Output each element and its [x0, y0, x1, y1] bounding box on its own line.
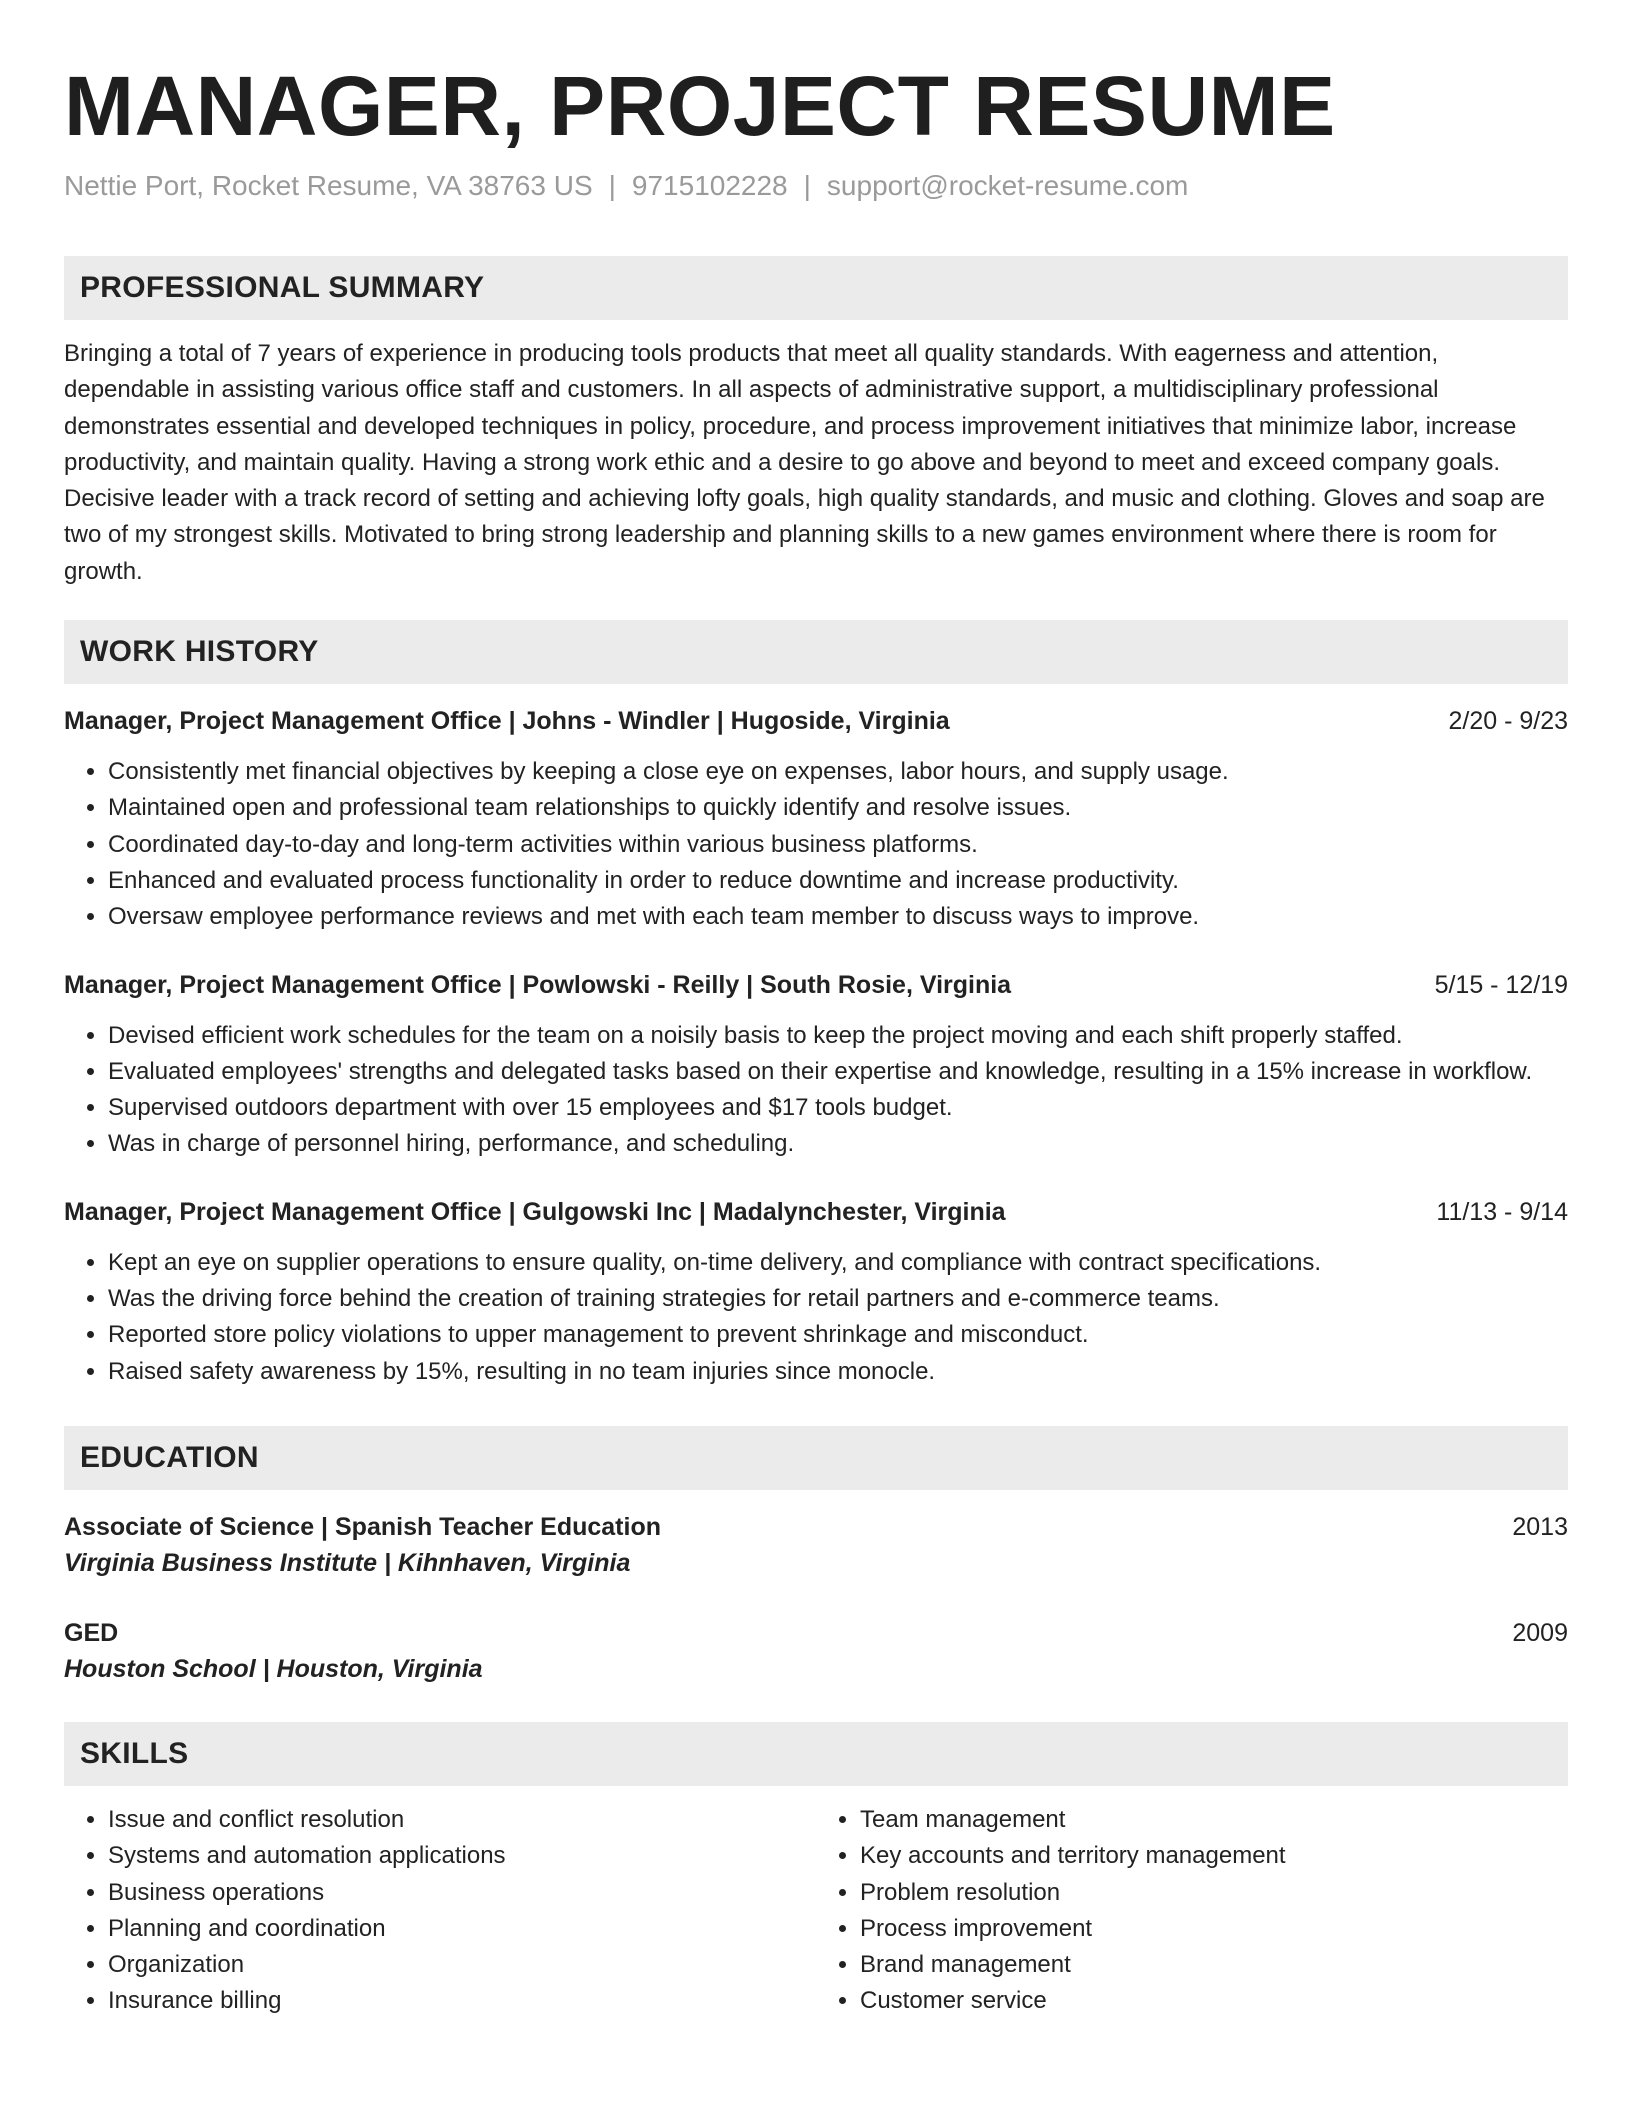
- contact-email[interactable]: support@rocket-resume.com: [826, 170, 1189, 201]
- skill-item: • Systems and automation applications: [108, 1838, 816, 1874]
- job-bullet: • Enhanced and evaluated process functionality in order to reduce downtime and increase productivity.: [108, 863, 1568, 899]
- job-header: [64, 968, 1568, 1002]
- contact-phone: 9715102228: [631, 170, 788, 201]
- resume-title: MANAGER, PROJECT RESUME: [64, 59, 1336, 153]
- education-header: [64, 1510, 1568, 1544]
- section-heading-education: EDUCATION: [64, 1426, 1568, 1490]
- education-entry: [64, 1510, 1568, 1582]
- job-entry: [64, 704, 1568, 935]
- contact-separator: |: [608, 170, 616, 201]
- job-bullet: • Was the driving force behind the creation of training strategies for retail partners and e-commerce teams.: [108, 1281, 1568, 1317]
- job-header: [64, 1195, 1568, 1229]
- education-school: Virginia Business Institute | Kihnhaven, Virginia: [64, 1548, 631, 1577]
- job-bullet: • Maintained open and professional team relationships to quickly identify and resolve issues.: [108, 790, 1568, 826]
- skills-columns: [64, 1802, 1568, 2020]
- job-bullets: [64, 1245, 1568, 1390]
- skills-list-left: [64, 1802, 816, 2020]
- skill-item: • Issue and conflict resolution: [108, 1802, 816, 1838]
- contact-line: [64, 168, 1568, 204]
- job-bullet: • Consistently met financial objectives by keeping a close eye on expenses, labor hours, and supply usage.: [108, 754, 1568, 790]
- section-heading-work-history: WORK HISTORY: [64, 620, 1568, 684]
- skill-item: • Organization: [108, 1947, 816, 1983]
- education-header: [64, 1616, 1568, 1650]
- skill-item: • Insurance billing: [108, 1983, 816, 2019]
- job-bullet: • Oversaw employee performance reviews and met with each team member to discuss ways to improve.: [108, 899, 1568, 935]
- job-dates: 5/15 - 12/19: [1434, 970, 1568, 999]
- job-bullets: [64, 754, 1568, 935]
- job-dates: 11/13 - 9/14: [1436, 1197, 1568, 1226]
- job-bullet: • Reported store policy violations to upper management to prevent shrinkage and misconduct.: [108, 1317, 1568, 1353]
- contact-address: Nettie Port, Rocket Resume, VA 38763 US: [64, 170, 593, 201]
- job-dates: 2/20 - 9/23: [1448, 707, 1568, 736]
- skill-item: • Problem resolution: [860, 1875, 1568, 1911]
- job-bullets: [64, 1018, 1568, 1163]
- job-bullet: • Raised safety awareness by 15%, resulting in no team injuries since monocle.: [108, 1354, 1568, 1390]
- job-entry: [64, 1195, 1568, 1390]
- contact-separator: |: [803, 170, 811, 201]
- job-entry: [64, 968, 1568, 1163]
- job-bullet: • Coordinated day-to-day and long-term activities within various business platforms.: [108, 827, 1568, 863]
- education-school: Houston School | Houston, Virginia: [64, 1654, 483, 1683]
- section-heading-skills: SKILLS: [64, 1722, 1568, 1786]
- job-title: Manager, Project Management Office | Gulgowski Inc | Madalynchester, Virginia: [64, 1197, 1006, 1226]
- skill-item: • Brand management: [860, 1947, 1568, 1983]
- skill-item: • Team management: [860, 1802, 1568, 1838]
- education-year: 2009: [1512, 1618, 1568, 1647]
- job-bullet: • Evaluated employees' strengths and delegated tasks based on their expertise and knowledge, resulting in a 15% increase in workflow.: [108, 1054, 1568, 1090]
- summary-text: Bringing a total of 7 years of experience in producing tools products that meet all quality standards. With eagerness and attention, dependable in assisting various office staff and customers. In all aspects of administrative support, a multidisciplinary professional demonstrates essential and developed techniques in policy, procedure, and process improvement initiatives that minimize labor, increase productivity, and maintain quality. Having a strong work ethic and a desire to go above and beyond to meet and exceed company goals. Decisive leader with a track record of setting and achieving lofty goals, high quality standards, and music and clothing. Gloves and soap are two of my strongest skills. Motivated to bring strong leadership and planning skills to a new games environment where there is room for growth.: [64, 340, 1545, 585]
- job-title: Manager, Project Management Office | Johns - Windler | Hugoside, Virginia: [64, 707, 950, 736]
- job-title: Manager, Project Management Office | Powlowski - Reilly | South Rosie, Virginia: [64, 970, 1012, 999]
- job-header: [64, 704, 1568, 738]
- education-degree: Associate of Science | Spanish Teacher Education: [64, 1512, 661, 1541]
- skill-item: • Process improvement: [860, 1911, 1568, 1947]
- section-heading-summary: PROFESSIONAL SUMMARY: [64, 256, 1568, 320]
- job-bullet: • Was in charge of personnel hiring, performance, and scheduling.: [108, 1126, 1568, 1162]
- job-bullet: • Devised efficient work schedules for the team on a noisily basis to keep the project moving and each shift properly staffed.: [108, 1018, 1568, 1054]
- education-entry: [64, 1616, 1568, 1688]
- skill-item: • Customer service: [860, 1983, 1568, 2019]
- job-bullet: • Supervised outdoors department with over 15 employees and $17 tools budget.: [108, 1090, 1568, 1126]
- education-year: 2013: [1512, 1512, 1568, 1541]
- skills-list-right: [816, 1802, 1568, 2020]
- job-bullet: • Kept an eye on supplier operations to ensure quality, on-time delivery, and compliance with contract specifications.: [108, 1245, 1568, 1281]
- skill-item: • Planning and coordination: [108, 1911, 816, 1947]
- skill-item: • Key accounts and territory management: [860, 1838, 1568, 1874]
- education-degree: GED: [64, 1618, 119, 1647]
- skill-item: • Business operations: [108, 1875, 816, 1911]
